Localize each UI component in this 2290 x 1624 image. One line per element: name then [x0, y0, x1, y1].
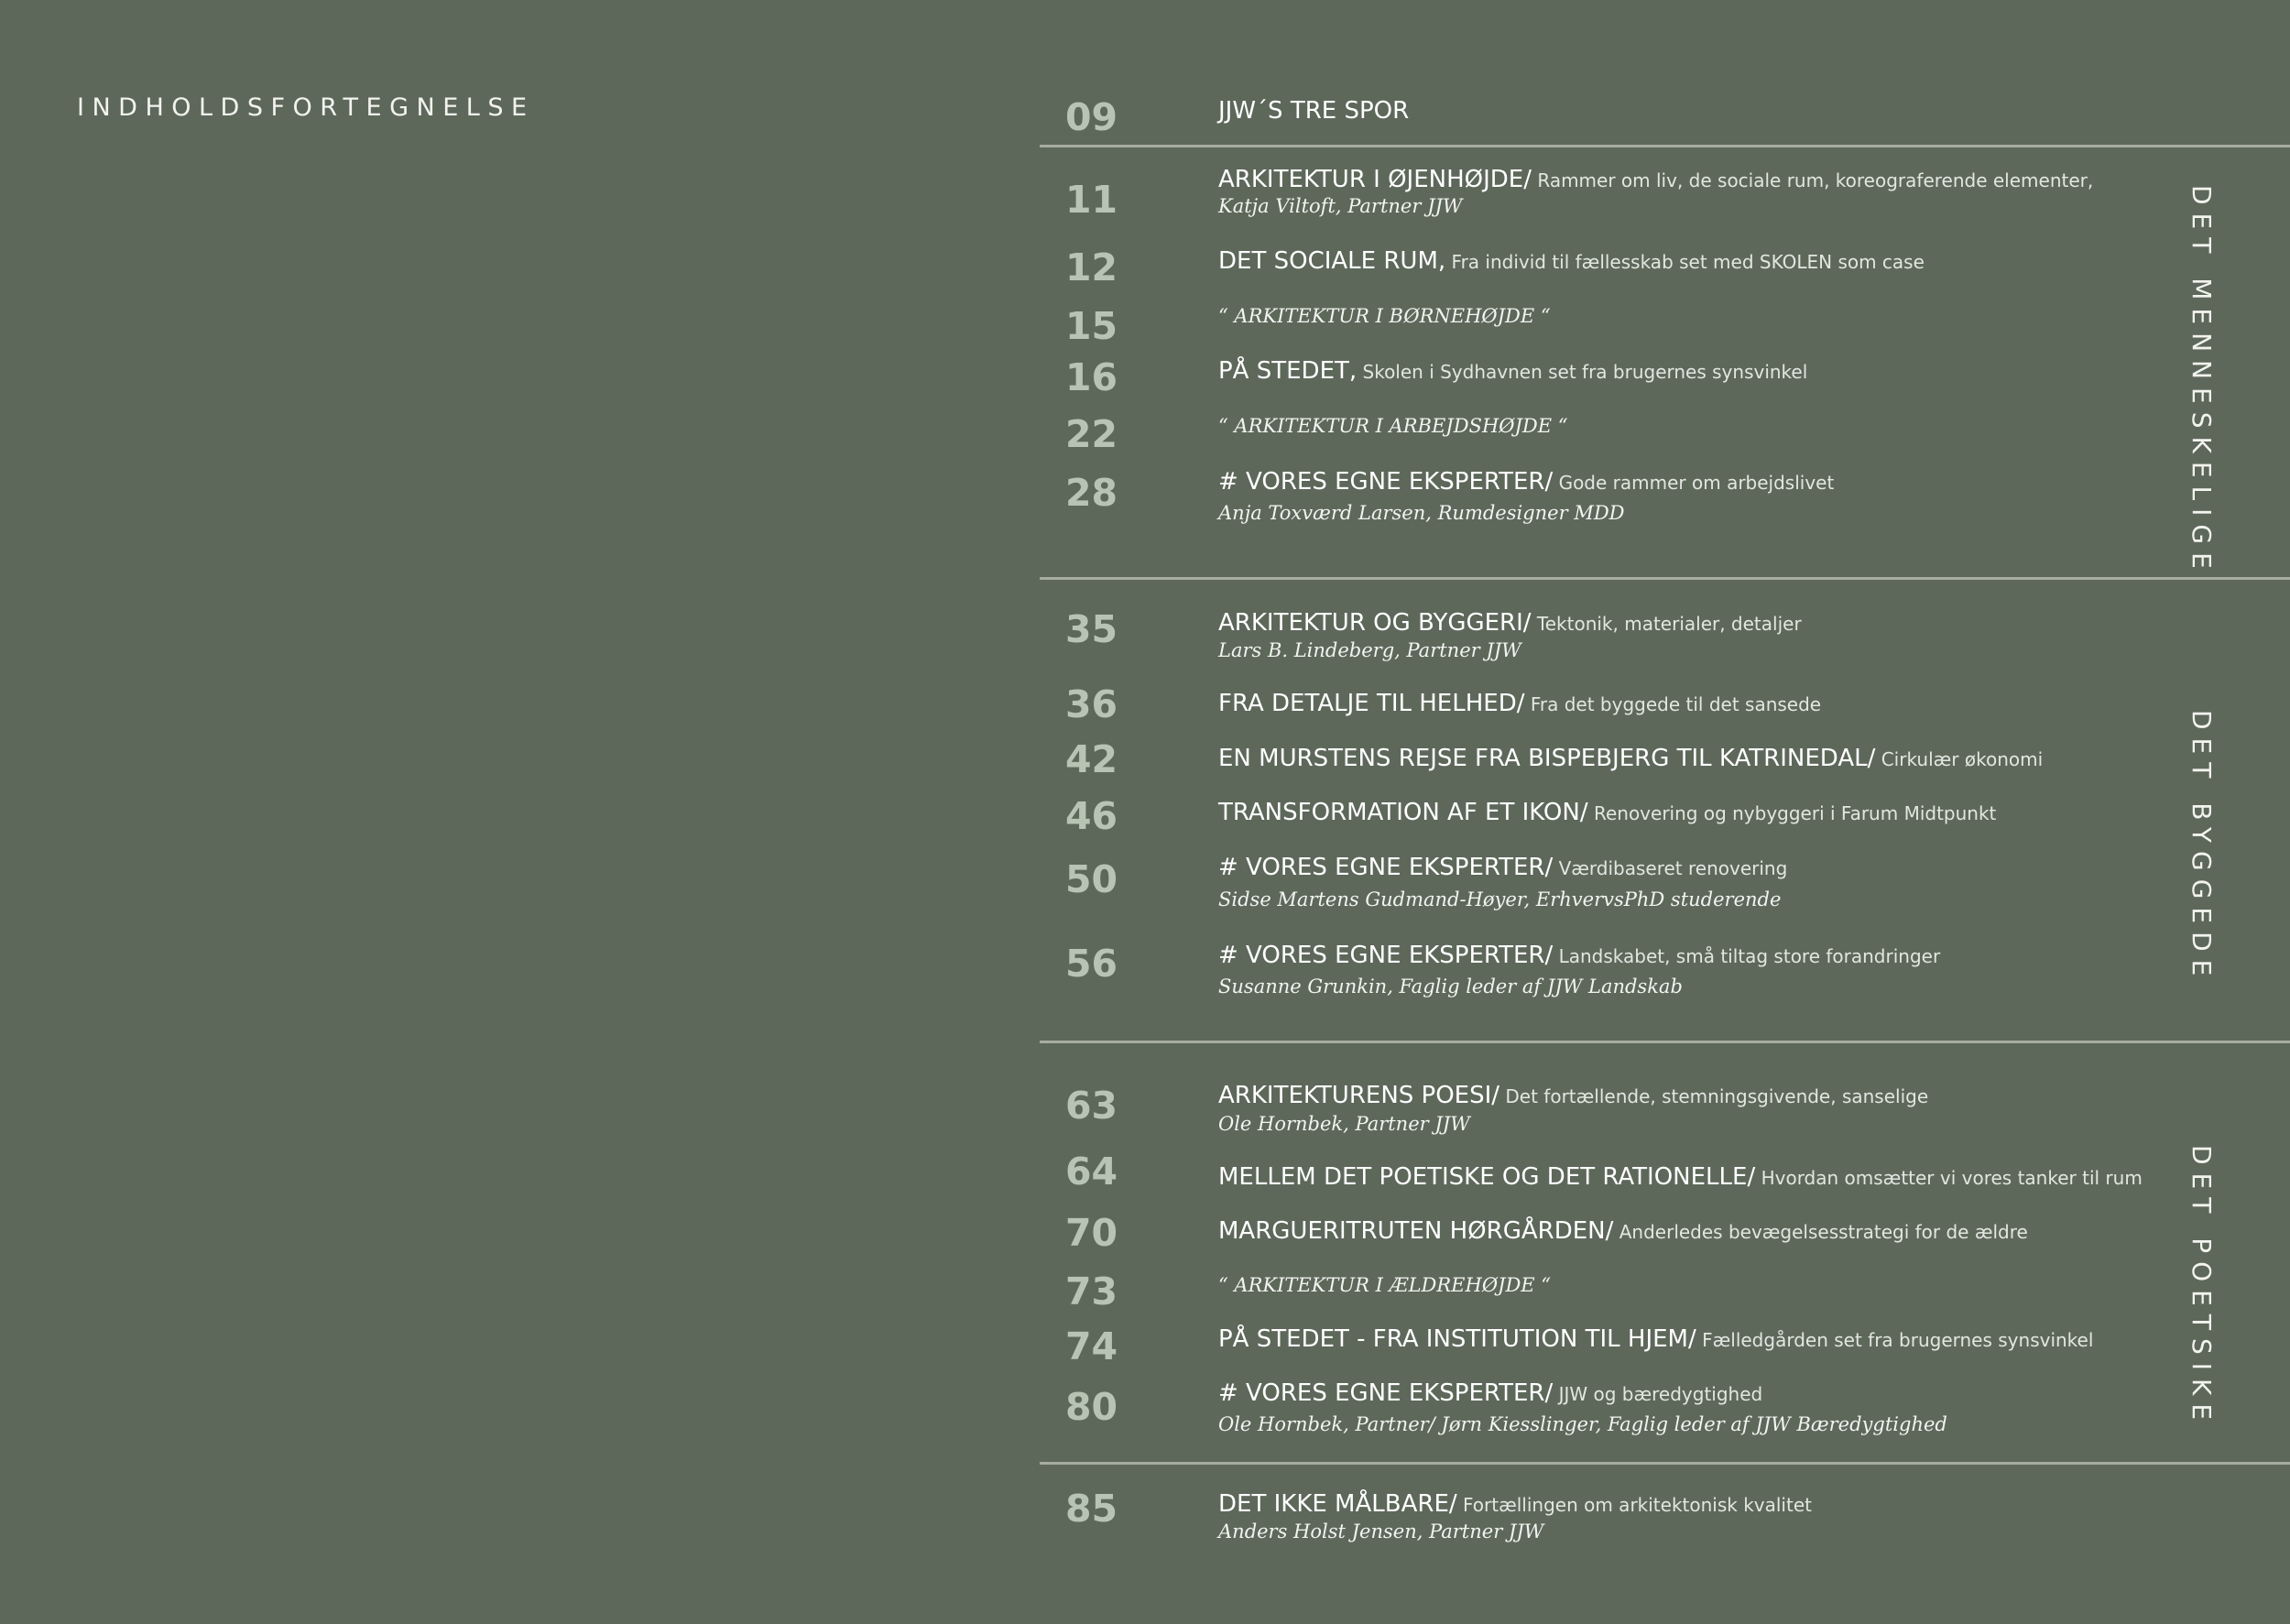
entry-title-line: [1218, 1084, 1928, 1107]
entry-author: Sidse Martens Gudmand-Høyer, ErhvervsPhD studerende: [1218, 888, 1782, 910]
entry-title: PÅ STEDET - FRA INSTITUTION TIL HJEM/: [1218, 1325, 1696, 1353]
divider-line: [1040, 577, 2290, 580]
page-number: 85: [1065, 1487, 1118, 1531]
entry-title-line: [1218, 1219, 2028, 1243]
entry-title: # VORES EGNE EKSPERTER/: [1218, 1379, 1554, 1407]
entry-title-line: [1218, 1492, 1812, 1516]
entry-title: JJW´S TRE SPOR: [1218, 97, 1410, 125]
page-number: 16: [1065, 355, 1118, 399]
entry-title-line: [1218, 1381, 1762, 1405]
entry-subtitle: Tektonik, materialer, detaljer: [1531, 613, 1802, 635]
entry-subtitle: Renovering og nybyggeri i Farum Midtpunkt: [1587, 802, 1997, 824]
entry-title: MELLEM DET POETISKE OG DET RATIONELLE/: [1218, 1163, 1756, 1191]
entry-title-line: [1218, 1165, 2143, 1189]
entry-subtitle: Landskabet, små tiltag store forandringer: [1553, 945, 1941, 967]
entry-quote: “ ARKITEKTUR I ÆLDREHØJDE “: [1218, 1274, 1552, 1296]
entry-author: Anders Holst Jensen, Partner JJW: [1218, 1520, 1544, 1542]
entry-subtitle: Fra det byggede til det sansede: [1524, 693, 1822, 715]
entry-title-line: [1218, 801, 1996, 824]
divider-line: [1040, 1041, 2290, 1043]
entry-title: ARKITEKTUR I ØJENHØJDE/: [1218, 166, 1532, 193]
page-number: 46: [1065, 794, 1118, 838]
entry-subtitle: Skolen i Sydhavnen set fra brugernes synsvinkel: [1357, 361, 1808, 383]
entry-subtitle: Hvordan omsætter vi vores tanker til rum: [1755, 1167, 2143, 1189]
entry-subtitle: Gode rammer om arbejdslivet: [1553, 472, 1835, 494]
entry-subtitle: Rammer om liv, de sociale rum, koreograferende elementer,: [1532, 169, 2094, 191]
entry-title: # VORES EGNE EKSPERTER/: [1218, 854, 1554, 881]
divider-line: [1040, 1462, 2290, 1465]
entry-subtitle: Anderledes bevægelsesstrategi for de ældre: [1613, 1221, 2028, 1243]
entry-title: ARKITEKTURENS POESI/: [1218, 1082, 1500, 1109]
entry-author: Anja Toxværd Larsen, Rumdesigner MDD: [1218, 502, 1625, 524]
entry-title: FRA DETALJE TIL HELHED/: [1218, 690, 1525, 717]
entry-title-line: [1218, 747, 2043, 770]
page-number: 28: [1065, 471, 1118, 515]
entry-quote: “ ARKITEKTUR I ARBEJDSHØJDE “: [1218, 415, 1568, 437]
page-number: 80: [1065, 1385, 1118, 1429]
entry-title: PÅ STEDET,: [1218, 357, 1358, 385]
entry-author: Ole Hornbek, Partner/ Jørn Kiesslinger, Faglig leder af JJW Bæredygtighed: [1218, 1413, 1947, 1435]
page-number: 09: [1065, 95, 1118, 139]
entry-subtitle: Værdibaseret renovering: [1553, 857, 1788, 879]
page-number: 36: [1065, 682, 1118, 726]
entry-title: EN MURSTENS REJSE FRA BISPEBJERG TIL KATRINEDAL/: [1218, 745, 1876, 772]
entry-title-line: [1218, 359, 1807, 383]
entry-title-line: [1218, 470, 1834, 494]
divider-line: [1040, 145, 2290, 147]
page-number: 73: [1065, 1270, 1118, 1313]
entry-title-line: [1218, 99, 1409, 123]
entry-title: DET IKKE MÅLBARE/: [1218, 1490, 1457, 1518]
entry-subtitle: Cirkulær økonomi: [1875, 748, 2044, 770]
entry-subtitle: JJW og bæredygtighed: [1553, 1383, 1763, 1405]
page-number: 42: [1065, 737, 1118, 781]
page-number: 12: [1065, 245, 1118, 289]
page-number: 70: [1065, 1211, 1118, 1255]
entry-title: ARKITEKTUR OG BYGGERI/: [1218, 609, 1532, 637]
entry-author: Susanne Grunkin, Faglig leder af JJW Landskab: [1218, 975, 1683, 997]
section-label: DET BYGGEDE: [2186, 710, 2217, 985]
page-number: 35: [1065, 607, 1118, 651]
page-number: 50: [1065, 857, 1118, 901]
entry-title: MARGUERITRUTEN HØRGÅRDEN/: [1218, 1217, 1614, 1245]
entry-quote: “ ARKITEKTUR I BØRNEHØJDE “: [1218, 305, 1551, 327]
page-heading: INDHOLDSFORTEGNELSE: [77, 93, 535, 122]
entry-author: Ole Hornbek, Partner JJW: [1218, 1113, 1470, 1135]
entry-title: # VORES EGNE EKSPERTER/: [1218, 468, 1554, 496]
entry-subtitle: Fortællingen om arkitektonisk kvalitet: [1456, 1494, 1812, 1516]
page-number: 63: [1065, 1084, 1118, 1128]
entry-title-line: [1218, 249, 1925, 273]
entry-author: Lars B. Lindeberg, Partner JJW: [1218, 639, 1521, 661]
page-number: 22: [1065, 412, 1118, 456]
entry-title-line: [1218, 692, 1821, 715]
section-label: DET MENNESKELIGE: [2186, 185, 2217, 577]
page-number: 15: [1065, 304, 1118, 348]
entry-title: # VORES EGNE EKSPERTER/: [1218, 942, 1554, 969]
entry-title-line: [1218, 168, 2093, 191]
entry-title-line: [1218, 1327, 2093, 1351]
entry-title-line: [1218, 611, 1802, 635]
section-label: DET POETSIKE: [2186, 1145, 2217, 1429]
entry-title-line: [1218, 943, 1940, 967]
entry-subtitle: Fælledgården set fra brugernes synsvinkel: [1696, 1329, 2094, 1351]
entry-title: TRANSFORMATION AF ET IKON/: [1218, 799, 1588, 826]
entry-author: Katja Viltoft, Partner JJW: [1218, 195, 1463, 217]
entry-title-line: [1218, 856, 1787, 879]
page-number: 74: [1065, 1324, 1118, 1368]
entry-title: DET SOCIALE RUM,: [1218, 247, 1446, 275]
page-number: 64: [1065, 1150, 1118, 1193]
entry-subtitle: Det fortællende, stemningsgivende, sanselige: [1499, 1085, 1929, 1107]
page-number: 11: [1065, 178, 1118, 222]
page-number: 56: [1065, 942, 1118, 986]
entry-subtitle: Fra individ til fællesskab set med SKOLEN som case: [1445, 251, 1925, 273]
